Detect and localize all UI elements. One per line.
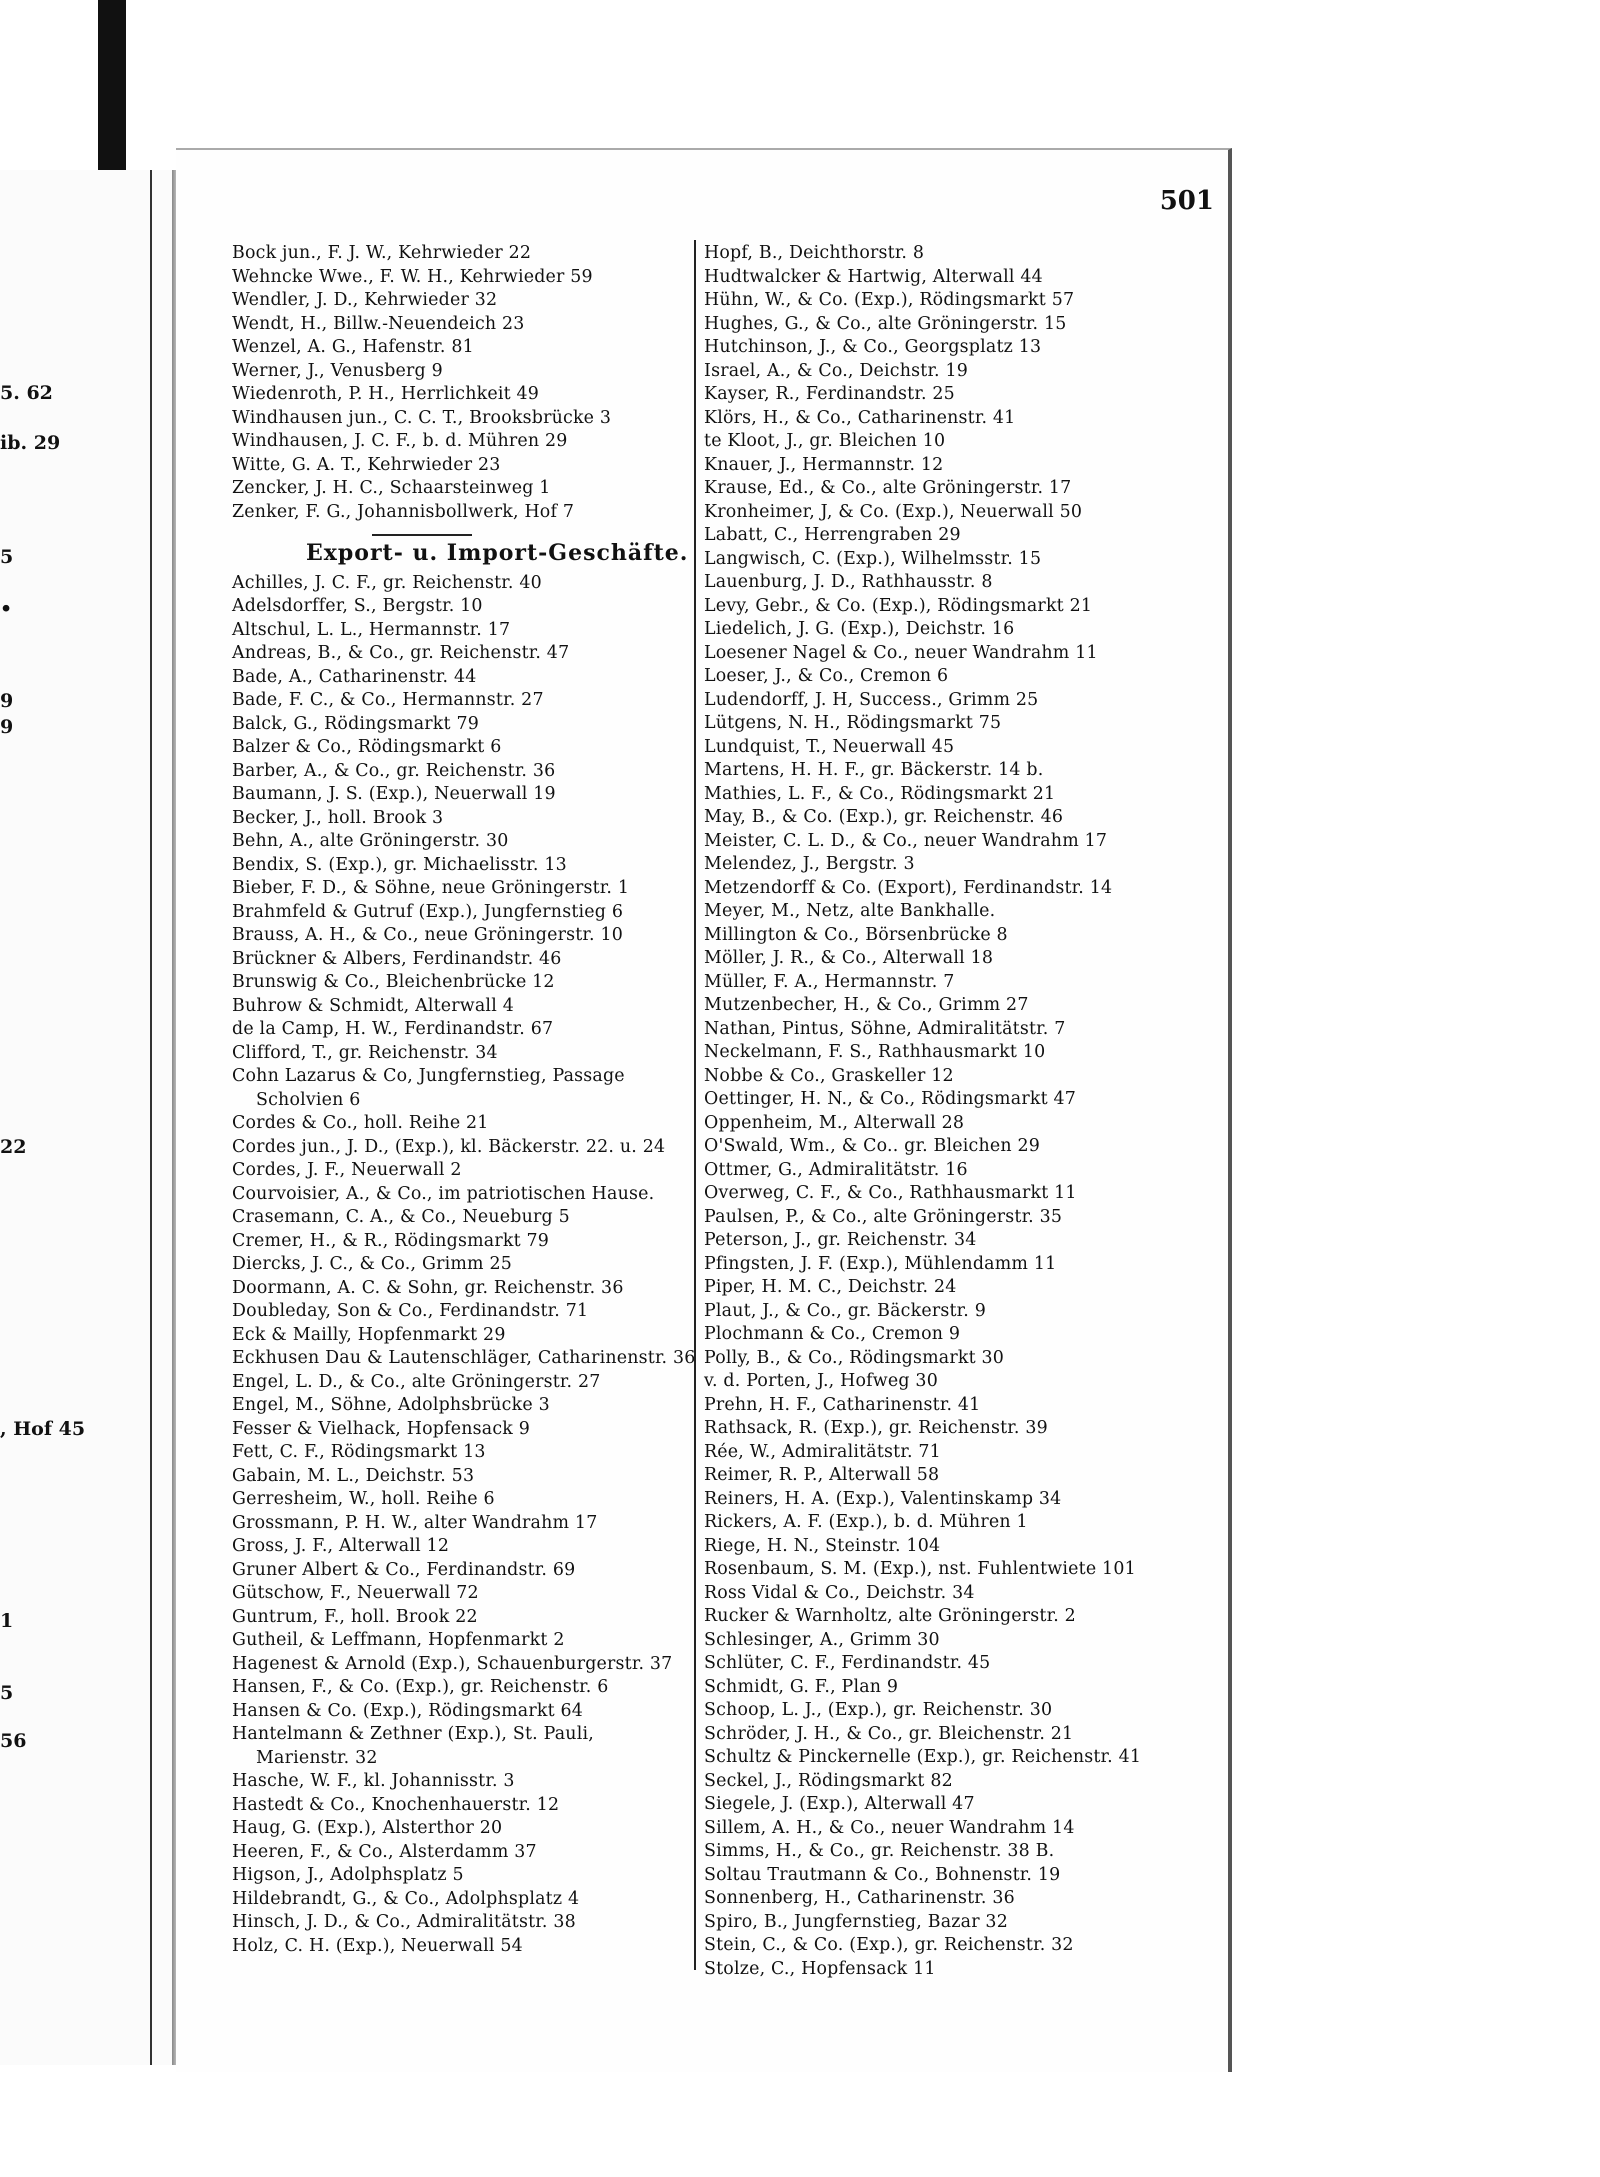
directory-entry: Adelsdorffer, S., Bergstr. 10 xyxy=(232,596,483,616)
directory-entry: Cordes jun., J. D., (Exp.), kl. Bäckerstr. 22. u. 24 xyxy=(232,1136,666,1157)
directory-entry: Marienstr. 32 xyxy=(256,1747,378,1768)
directory-entry: Gruner Albert & Co., Ferdinandstr. 69 xyxy=(232,1559,576,1580)
directory-entry: Müller, F. A., Hermannstr. 7 xyxy=(704,971,955,992)
directory-entry: Plaut, J., & Co., gr. Bäckerstr. 9 xyxy=(704,1300,986,1321)
directory-entry: Overweg, C. F., & Co., Rathhausmarkt 11 xyxy=(704,1183,1077,1203)
directory-entry: Simms, H., & Co., gr. Reichenstr. 38 B. xyxy=(704,1841,1055,1861)
directory-entry: Heeren, F., & Co., Alsterdamm 37 xyxy=(232,1841,537,1862)
directory-entry: Oettinger, H. N., & Co., Rödingsmarkt 47 xyxy=(704,1089,1077,1109)
directory-entry: Bieber, F. D., & Söhne, neue Gröningerstr. 1 xyxy=(232,878,630,898)
directory-entry: Prehn, H. F., Catharinenstr. 41 xyxy=(704,1394,981,1415)
directory-entry: Gross, J. F., Alterwall 12 xyxy=(232,1536,450,1556)
section-rule xyxy=(372,534,472,536)
directory-entry: Hantelmann & Zethner (Exp.), St. Pauli, xyxy=(232,1724,594,1744)
directory-entry: Schröder, J. H., & Co., gr. Bleichenstr. 21 xyxy=(704,1723,1074,1744)
directory-entry: Millington & Co., Börsenbrücke 8 xyxy=(704,924,1008,945)
left-page-fragment: 1 xyxy=(0,1610,14,1632)
directory-entry: Knauer, J., Hermannstr. 12 xyxy=(704,454,944,475)
right-column xyxy=(704,242,1214,1981)
directory-entry: Fett, C. F., Rödingsmarkt 13 xyxy=(232,1442,486,1462)
directory-entry: May, B., & Co. (Exp.), gr. Reichenstr. 46 xyxy=(704,807,1064,827)
section-heading: Export- u. Import-Geschäfte. xyxy=(306,540,689,566)
directory-entry: Balck, G., Rödingsmarkt 79 xyxy=(232,713,479,734)
directory-entry: Werner, J., Venusberg 9 xyxy=(232,360,443,381)
directory-entry: Gerresheim, W., holl. Reihe 6 xyxy=(232,1489,495,1509)
directory-entry: Hühn, W., & Co. (Exp.), Rödingsmarkt 57 xyxy=(704,290,1075,310)
directory-entry: Meyer, M., Netz, alte Bankhalle. xyxy=(704,901,996,921)
directory-entry: Crasemann, C. A., & Co., Neueburg 5 xyxy=(232,1207,570,1227)
directory-entry: Hastedt & Co., Knochenhauerstr. 12 xyxy=(232,1794,560,1815)
directory-entry: Cremer, H., & R., Rödingsmarkt 79 xyxy=(232,1230,550,1251)
directory-entry: Bade, A., Catharinenstr. 44 xyxy=(232,666,477,687)
directory-entry: Peterson, J., gr. Reichenstr. 34 xyxy=(704,1230,977,1250)
directory-entry: Rickers, A. F. (Exp.), b. d. Mühren 1 xyxy=(704,1512,1028,1532)
directory-entry: Hildebrandt, G., & Co., Adolphsplatz 4 xyxy=(232,1888,580,1909)
directory-entry: Schlüter, C. F., Ferdinandstr. 45 xyxy=(704,1653,991,1673)
directory-entry: Zenker, F. G., Johannisbollwerk, Hof 7 xyxy=(232,501,575,522)
directory-entry: Schlesinger, A., Grimm 30 xyxy=(704,1629,940,1650)
directory-page xyxy=(176,148,1232,2072)
directory-entry: Gutheil, & Leffmann, Hopfenmarkt 2 xyxy=(232,1630,565,1650)
directory-entry: Cohn Lazarus & Co, Jungfernstieg, Passage xyxy=(232,1066,625,1086)
directory-entry: Bade, F. C., & Co., Hermannstr. 27 xyxy=(232,690,544,710)
directory-entry: Guntrum, F., holl. Brook 22 xyxy=(232,1606,478,1627)
directory-entry: Hagenest & Arnold (Exp.), Schauenburgerstr. 37 xyxy=(232,1653,673,1674)
directory-entry: Spiro, B., Jungfernstieg, Bazar 32 xyxy=(704,1911,1008,1932)
directory-entry: Ludendorff, J. H, Success., Grimm 25 xyxy=(704,689,1039,710)
directory-entry: Wenzel, A. G., Hafenstr. 81 xyxy=(232,337,474,357)
directory-entry: Scholvien 6 xyxy=(256,1089,361,1110)
directory-entry: Achilles, J. C. F., gr. Reichenstr. 40 xyxy=(232,572,542,593)
directory-entry: Engel, M., Söhne, Adolphsbrücke 3 xyxy=(232,1395,550,1415)
left-column xyxy=(232,242,742,1958)
export-import-list xyxy=(232,572,742,1959)
directory-entry: Haug, G. (Exp.), Alsterthor 20 xyxy=(232,1818,503,1838)
directory-entry: te Kloot, J., gr. Bleichen 10 xyxy=(704,431,946,451)
directory-entry: Hudtwalcker & Hartwig, Alterwall 44 xyxy=(704,266,1043,287)
directory-entry: Barber, A., & Co., gr. Reichenstr. 36 xyxy=(232,760,556,781)
directory-entry: Zencker, J. H. C., Schaarsteinweg 1 xyxy=(232,478,551,498)
directory-entry: Holz, C. H. (Exp.), Neuerwall 54 xyxy=(232,1935,523,1956)
directory-entry: Stolze, C., Hopfensack 11 xyxy=(704,1958,936,1979)
directory-entry: Schultz & Pinckernelle (Exp.), gr. Reichenstr. 41 xyxy=(704,1747,1142,1767)
directory-entry: Schoop, L. J., (Exp.), gr. Reichenstr. 30 xyxy=(704,1700,1053,1720)
directory-entry: Becker, J., holl. Brook 3 xyxy=(232,807,444,828)
left-page-fragment: ib. 29 xyxy=(0,432,61,454)
export-import-list-continued xyxy=(704,242,1214,1981)
directory-entry: Neckelmann, F. S., Rathhausmarkt 10 xyxy=(704,1042,1046,1062)
directory-entry: Nathan, Pintus, Söhne, Admiralitätstr. 7 xyxy=(704,1018,1066,1039)
directory-entry: Loesener Nagel & Co., neuer Wandrahm 11 xyxy=(704,642,1098,663)
directory-entry: Soltau Trautmann & Co., Bohnenstr. 19 xyxy=(704,1864,1061,1885)
directory-entry: Labatt, C., Herrengraben 29 xyxy=(704,525,961,545)
directory-entry: Doormann, A. C. & Sohn, gr. Reichenstr. 36 xyxy=(232,1277,624,1298)
directory-entry: Lütgens, N. H., Rödingsmarkt 75 xyxy=(704,713,1002,733)
merchant-list-top xyxy=(232,242,742,524)
directory-entry: Clifford, T., gr. Reichenstr. 34 xyxy=(232,1042,498,1063)
directory-entry: Oppenheim, M., Alterwall 28 xyxy=(704,1112,965,1133)
directory-entry: v. d. Porten, J., Hofweg 30 xyxy=(704,1371,938,1391)
directory-entry: Polly, B., & Co., Rödingsmarkt 30 xyxy=(704,1347,1005,1368)
directory-entry: Engel, L. D., & Co., alte Gröningerstr. 27 xyxy=(232,1371,601,1392)
directory-entry: Kronheimer, J, & Co. (Exp.), Neuerwall 50 xyxy=(704,501,1083,522)
left-page-fragment: 9 xyxy=(0,716,14,738)
left-page-edge xyxy=(150,170,152,2065)
directory-entry: Brauss, A. H., & Co., neue Gröningerstr. 10 xyxy=(232,925,623,945)
directory-entry: Ross Vidal & Co., Deichstr. 34 xyxy=(704,1582,975,1603)
directory-entry: Reimer, R. P., Alterwall 58 xyxy=(704,1465,940,1485)
left-page-fragment: 5 xyxy=(0,546,14,568)
directory-entry: Kayser, R., Ferdinandstr. 25 xyxy=(704,384,955,404)
directory-entry: Meister, C. L. D., & Co., neuer Wandrahm 17 xyxy=(704,830,1108,851)
directory-entry: Balzer & Co., Rödingsmarkt 6 xyxy=(232,737,502,757)
left-page-fragment: • xyxy=(0,598,13,620)
directory-entry: Hansen, F., & Co. (Exp.), gr. Reichenstr. 6 xyxy=(232,1677,609,1697)
left-page-fragment: 5. 62 xyxy=(0,382,53,404)
directory-entry: Courvoisier, A., & Co., im patriotischen Hause. xyxy=(232,1183,655,1204)
directory-entry: Nobbe & Co., Graskeller 12 xyxy=(704,1065,954,1086)
directory-entry: Piper, H. M. C., Deichstr. 24 xyxy=(704,1277,957,1297)
directory-entry: Ottmer, G., Admiralitätstr. 16 xyxy=(704,1159,968,1180)
directory-entry: Schmidt, G. F., Plan 9 xyxy=(704,1676,899,1697)
directory-entry: Hansen & Co. (Exp.), Rödingsmarkt 64 xyxy=(232,1700,584,1721)
directory-entry: Windhausen jun., C. C. T., Brooksbrücke 3 xyxy=(232,407,612,428)
directory-entry: Levy, Gebr., & Co. (Exp.), Rödingsmarkt 21 xyxy=(704,595,1093,616)
directory-entry: Gütschow, F., Neuerwall 72 xyxy=(232,1583,479,1603)
directory-entry: Gabain, M. L., Deichstr. 53 xyxy=(232,1465,475,1486)
directory-entry: Klörs, H., & Co., Catharinenstr. 41 xyxy=(704,407,1016,428)
directory-entry: Martens, H. H. F., gr. Bäckerstr. 14 b. xyxy=(704,760,1044,780)
directory-entry: Hopf, B., Deichthorstr. 8 xyxy=(704,243,925,263)
directory-entry: Krause, Ed., & Co., alte Gröningerstr. 17 xyxy=(704,478,1072,498)
directory-entry: Melendez, J., Bergstr. 3 xyxy=(704,854,915,874)
binding-edge xyxy=(98,0,126,180)
directory-entry: Rosenbaum, S. M. (Exp.), nst. Fuhlentwiete 101 xyxy=(704,1559,1136,1579)
directory-entry: Cordes & Co., holl. Reihe 21 xyxy=(232,1113,489,1133)
directory-entry: Siegele, J. (Exp.), Alterwall 47 xyxy=(704,1794,975,1814)
directory-entry: Cordes, J. F., Neuerwall 2 xyxy=(232,1160,462,1180)
directory-entry: Mathies, L. F., & Co., Rödingsmarkt 21 xyxy=(704,783,1056,804)
directory-entry: Buhrow & Schmidt, Alterwall 4 xyxy=(232,995,514,1016)
directory-entry: Metzendorff & Co. (Export), Ferdinandstr. 14 xyxy=(704,877,1113,898)
directory-entry: Sonnenberg, H., Catharinenstr. 36 xyxy=(704,1888,1015,1908)
left-page-fragment: 56 xyxy=(0,1730,27,1752)
directory-entry: Loeser, J., & Co., Cremon 6 xyxy=(704,666,949,686)
directory-entry: Higson, J., Adolphsplatz 5 xyxy=(232,1865,464,1885)
directory-entry: Fesser & Vielhack, Hopfensack 9 xyxy=(232,1418,531,1439)
directory-entry: Pfingsten, J. F. (Exp.), Mühlendamm 11 xyxy=(704,1253,1057,1274)
directory-entry: Liedelich, J. G. (Exp.), Deichstr. 16 xyxy=(704,619,1015,639)
directory-entry: Rucker & Warnholtz, alte Gröningerstr. 2 xyxy=(704,1606,1076,1626)
left-page-margin xyxy=(0,170,175,2065)
directory-entry: Hughes, G., & Co., alte Gröningerstr. 15 xyxy=(704,313,1067,334)
directory-entry: Altschul, L. L., Hermannstr. 17 xyxy=(232,619,511,640)
directory-entry: Wendt, H., Billw.-Neuendeich 23 xyxy=(232,313,525,334)
directory-entry: Reiners, H. A. (Exp.), Valentinskamp 34 xyxy=(704,1488,1062,1509)
directory-entry: Rathsack, R. (Exp.), gr. Reichenstr. 39 xyxy=(704,1418,1048,1438)
directory-entry: de la Camp, H. W., Ferdinandstr. 67 xyxy=(232,1019,554,1039)
left-page-fragment: 9 xyxy=(0,690,14,712)
directory-entry: Plochmann & Co., Cremon 9 xyxy=(704,1324,961,1344)
directory-entry: O'Swald, Wm., & Co.. gr. Bleichen 29 xyxy=(704,1136,1041,1156)
directory-entry: Möller, J. R., & Co., Alterwall 18 xyxy=(704,948,994,968)
directory-entry: Witte, G. A. T., Kehrwieder 23 xyxy=(232,454,501,475)
directory-entry: Brahmfeld & Gutruf (Exp.), Jungfernstieg 6 xyxy=(232,901,624,922)
left-page-fragment: 22 xyxy=(0,1136,27,1158)
directory-entry: Mutzenbecher, H., & Co., Grimm 27 xyxy=(704,995,1029,1015)
directory-entry: Wehncke Wwe., F. W. H., Kehrwieder 59 xyxy=(232,266,593,287)
directory-entry: Eck & Mailly, Hopfenmarkt 29 xyxy=(232,1324,506,1345)
directory-entry: Sillem, A. H., & Co., neuer Wandrahm 14 xyxy=(704,1817,1075,1838)
directory-entry: Andreas, B., & Co., gr. Reichenstr. 47 xyxy=(232,643,570,663)
directory-entry: Wiedenroth, P. H., Herrlichkeit 49 xyxy=(232,384,540,404)
page-number: 501 xyxy=(1159,186,1214,216)
directory-entry: Stein, C., & Co. (Exp.), gr. Reichenstr. 32 xyxy=(704,1935,1074,1955)
directory-entry: Eckhusen Dau & Lautenschläger, Catharinenstr. 36 xyxy=(232,1348,696,1368)
left-page-fragment: 5 xyxy=(0,1682,14,1704)
directory-entry: Baumann, J. S. (Exp.), Neuerwall 19 xyxy=(232,784,556,804)
directory-entry: Hutchinson, J., & Co., Georgsplatz 13 xyxy=(704,337,1042,357)
directory-entry: Riege, H. N., Steinstr. 104 xyxy=(704,1535,941,1556)
directory-entry: Hinsch, J. D., & Co., Admiralitätstr. 38 xyxy=(232,1912,576,1932)
directory-entry: Bendix, S. (Exp.), gr. Michaelisstr. 13 xyxy=(232,854,567,875)
left-page-fragment: , Hof 45 xyxy=(0,1418,86,1440)
directory-entry: Rée, W., Admiralitätstr. 71 xyxy=(704,1441,941,1462)
directory-entry: Diercks, J. C., & Co., Grimm 25 xyxy=(232,1254,512,1274)
directory-entry: Bock jun., F. J. W., Kehrwieder 22 xyxy=(232,243,532,263)
directory-entry: Hasche, W. F., kl. Johannisstr. 3 xyxy=(232,1771,515,1791)
directory-entry: Brückner & Albers, Ferdinandstr. 46 xyxy=(232,948,562,969)
directory-entry: Grossmann, P. H. W., alter Wandrahm 17 xyxy=(232,1512,598,1533)
directory-entry: Paulsen, P., & Co., alte Gröningerstr. 35 xyxy=(704,1206,1063,1227)
directory-entry: Lauenburg, J. D., Rathhausstr. 8 xyxy=(704,572,993,592)
directory-entry: Seckel, J., Rödingsmarkt 82 xyxy=(704,1770,953,1791)
directory-entry: Israel, A., & Co., Deichstr. 19 xyxy=(704,360,969,381)
directory-entry: Windhausen, J. C. F., b. d. Mühren 29 xyxy=(232,431,568,451)
directory-entry: Langwisch, C. (Exp.), Wilhelmsstr. 15 xyxy=(704,548,1042,569)
directory-entry: Behn, A., alte Gröningerstr. 30 xyxy=(232,831,509,851)
directory-entry: Lundquist, T., Neuerwall 45 xyxy=(704,736,955,757)
directory-entry: Wendler, J. D., Kehrwieder 32 xyxy=(232,290,498,310)
directory-entry: Doubleday, Son & Co., Ferdinandstr. 71 xyxy=(232,1301,589,1321)
directory-entry: Brunswig & Co., Bleichenbrücke 12 xyxy=(232,972,555,992)
